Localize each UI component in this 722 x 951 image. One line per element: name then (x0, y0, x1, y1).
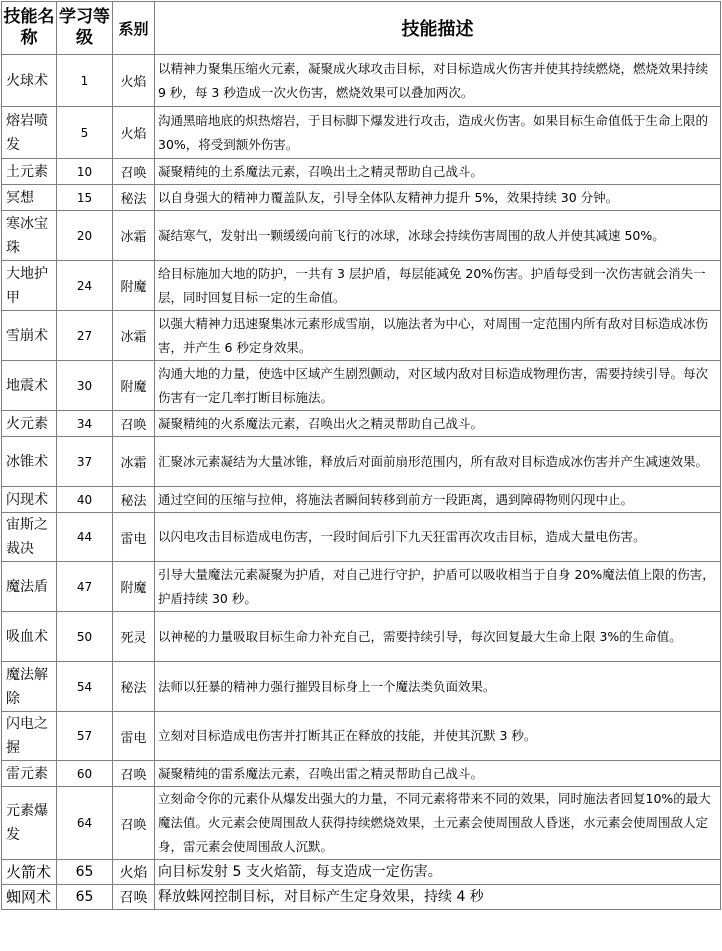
skill-name-cell: 雷元素 (2, 761, 57, 787)
skill-level-cell: 1 (57, 55, 113, 107)
skill-name-cell: 魔法解除 (2, 662, 57, 712)
skill-level-cell: 54 (57, 662, 113, 712)
skill-name-cell: 魔法盾 (2, 562, 57, 612)
skill-name-cell: 蜘网术 (2, 885, 57, 910)
skill-description-cell: 以自身强大的精神力覆盖队友，引导全体队友精神力提升 5%，效果持续 30 分钟。 (155, 185, 721, 211)
table-row (2, 261, 721, 311)
skill-description-cell: 以闪电攻击目标造成电伤害，一段时间后引下九天狂雷再次攻击目标，造成大量电伤害。 (155, 513, 721, 562)
skill-name-cell: 吸血术 (2, 612, 57, 662)
table-row (2, 885, 721, 910)
skill-level-cell: 37 (57, 437, 113, 487)
skill-level-cell: 10 (57, 159, 113, 185)
table-row (2, 662, 721, 712)
skill-name-cell: 火球术 (2, 55, 57, 107)
table-row (2, 211, 721, 261)
skill-name-cell: 闪现术 (2, 487, 57, 513)
skill-school-cell: 死灵 (113, 612, 155, 662)
skill-description-cell: 凝聚精纯的雷系魔法元素，召唤出雷之精灵帮助自己战斗。 (155, 761, 721, 787)
table-row (2, 411, 721, 437)
skill-description-cell: 给目标施加大地的防护，一共有 3 层护盾，每层能减免 20%伤害。护盾每受到一次伤害就会消失一层，同时回复目标一定的生命值。 (155, 261, 721, 311)
skill-school-cell: 附魔 (113, 361, 155, 411)
skill-description-cell: 沟通大地的力量，使选中区域产生剧烈颤动，对区域内敌对目标造成物理伤害，需要持续引导。每次伤害有一定几率打断目标施法。 (155, 361, 721, 411)
skill-description-cell: 释放蛛网控制目标，对目标产生定身效果，持续 4 秒 (155, 885, 721, 910)
skill-description-cell: 引导大量魔法元素凝聚为护盾，对自己进行守护，护盾可以吸收相当于自身 20%魔法值上限的伤害，护盾持续 30 秒。 (155, 562, 721, 612)
skill-school-cell: 召唤 (113, 411, 155, 437)
skill-school-cell: 附魔 (113, 261, 155, 311)
skill-school-cell: 冰霜 (113, 211, 155, 261)
skill-school-cell: 秘法 (113, 662, 155, 712)
skill-name-cell: 火元素 (2, 411, 57, 437)
skill-school-cell: 附魔 (113, 562, 155, 612)
skill-name-cell: 冥想 (2, 185, 57, 211)
skill-name-cell: 寒冰宝珠 (2, 211, 57, 261)
skill-level-cell: 50 (57, 612, 113, 662)
skill-school-cell: 秘法 (113, 185, 155, 211)
skill-description-cell: 通过空间的压缩与拉伸，将施法者瞬间转移到前方一段距离，遇到障碍物则闪现中止。 (155, 487, 721, 513)
table-row (2, 612, 721, 662)
table-row (2, 562, 721, 612)
skill-school-cell: 雷电 (113, 513, 155, 562)
skill-description-cell: 凝聚精纯的火系魔法元素，召唤出火之精灵帮助自己战斗。 (155, 411, 721, 437)
header-learn-level: 学习等级 (57, 2, 113, 55)
skill-school-cell: 冰霜 (113, 311, 155, 361)
skill-school-cell: 秘法 (113, 487, 155, 513)
skill-name-cell: 冰锥术 (2, 437, 57, 487)
skill-level-cell: 65 (57, 860, 113, 885)
skill-description-cell: 以神秘的力量吸取目标生命力补充自己，需要持续引导，每次回复最大生命上限 3%的生命值。 (155, 612, 721, 662)
skill-school-cell: 召唤 (113, 787, 155, 860)
skill-school-cell: 冰霜 (113, 437, 155, 487)
skill-name-cell: 地震术 (2, 361, 57, 411)
skill-level-cell: 60 (57, 761, 113, 787)
skill-name-cell: 宙斯之裁决 (2, 513, 57, 562)
header-skill-name: 技能名称 (2, 2, 57, 55)
skill-name-cell: 闪电之握 (2, 712, 57, 761)
skill-school-cell: 召唤 (113, 159, 155, 185)
skill-level-cell: 15 (57, 185, 113, 211)
skill-school-cell: 召唤 (113, 761, 155, 787)
table-row (2, 159, 721, 185)
skill-description-cell: 立刻命令你的元素仆从爆发出强大的力量，不同元素将带来不同的效果，同时施法者回复10%的最大魔法值。火元素会使周围敌人获得持续燃烧效果，土元素会使周围敌人昏迷，水元素会使周围敌人定身，雷元素会使周围敌人沉默。 (155, 787, 721, 860)
skill-level-cell: 65 (57, 885, 113, 910)
skill-description-cell: 凝结寒气，发射出一颗缓缓向前飞行的冰球，冰球会持续伤害周围的敌人并使其减速 50%。 (155, 211, 721, 261)
skill-level-cell: 44 (57, 513, 113, 562)
skill-school-cell: 火焰 (113, 55, 155, 107)
skill-level-cell: 27 (57, 311, 113, 361)
skill-school-cell: 召唤 (113, 885, 155, 910)
table-row (2, 361, 721, 411)
skill-level-cell: 5 (57, 107, 113, 159)
skill-table-body (2, 55, 721, 910)
skill-school-cell: 雷电 (113, 712, 155, 761)
skill-school-cell: 火焰 (113, 107, 155, 159)
table-row (2, 761, 721, 787)
skill-description-cell: 以强大精神力迅速聚集冰元素形成雪崩，以施法者为中心，对周围一定范围内所有敌对目标造成冰伤害，并产生 6 秒定身效果。 (155, 311, 721, 361)
skill-description-cell: 汇聚冰元素凝结为大量冰锥，释放后对面前扇形范围内，所有敌对目标造成冰伤害并产生减速效果。 (155, 437, 721, 487)
skill-name-cell: 元素爆发 (2, 787, 57, 860)
skill-description-cell: 向目标发射 5 支火焰箭，每支造成一定伤害。 (155, 860, 721, 885)
table-row (2, 712, 721, 761)
skill-name-cell: 熔岩喷发 (2, 107, 57, 159)
skill-level-cell: 40 (57, 487, 113, 513)
skill-level-cell: 57 (57, 712, 113, 761)
header-row (2, 2, 721, 55)
skill-level-cell: 47 (57, 562, 113, 612)
skill-description-cell: 凝聚精纯的土系魔法元素，召唤出土之精灵帮助自己战斗。 (155, 159, 721, 185)
skill-name-cell: 火箭术 (2, 860, 57, 885)
table-row (2, 55, 721, 107)
skill-level-cell: 64 (57, 787, 113, 860)
table-row (2, 107, 721, 159)
table-row (2, 185, 721, 211)
table-row (2, 487, 721, 513)
skill-description-cell: 立刻对目标造成电伤害并打断其正在释放的技能，并使其沉默 3 秒。 (155, 712, 721, 761)
skill-level-cell: 30 (57, 361, 113, 411)
skill-name-cell: 雪崩术 (2, 311, 57, 361)
table-row (2, 437, 721, 487)
table-row (2, 311, 721, 361)
skill-table (1, 1, 721, 910)
skill-description-cell: 以精神力聚集压缩火元素，凝聚成火球攻击目标，对目标造成火伤害并使其持续燃烧，燃烧效果持续 9 秒，每 3 秒造成一次火伤害，燃烧效果可以叠加两次。 (155, 55, 721, 107)
header-school: 系别 (113, 2, 155, 55)
skill-level-cell: 24 (57, 261, 113, 311)
skill-name-cell: 土元素 (2, 159, 57, 185)
table-row (2, 860, 721, 885)
header-skill-description: 技能描述 (155, 2, 721, 55)
table-row (2, 787, 721, 860)
skill-description-cell: 法师以狂暴的精神力强行摧毁目标身上一个魔法类负面效果。 (155, 662, 721, 712)
table-row (2, 513, 721, 562)
skill-school-cell: 火焰 (113, 860, 155, 885)
skill-level-cell: 34 (57, 411, 113, 437)
skill-description-cell: 沟通黑暗地底的炽热熔岩，于目标脚下爆发进行攻击，造成火伤害。如果目标生命值低于生命上限的 30%，将受到额外伤害。 (155, 107, 721, 159)
skill-level-cell: 20 (57, 211, 113, 261)
skill-name-cell: 大地护甲 (2, 261, 57, 311)
